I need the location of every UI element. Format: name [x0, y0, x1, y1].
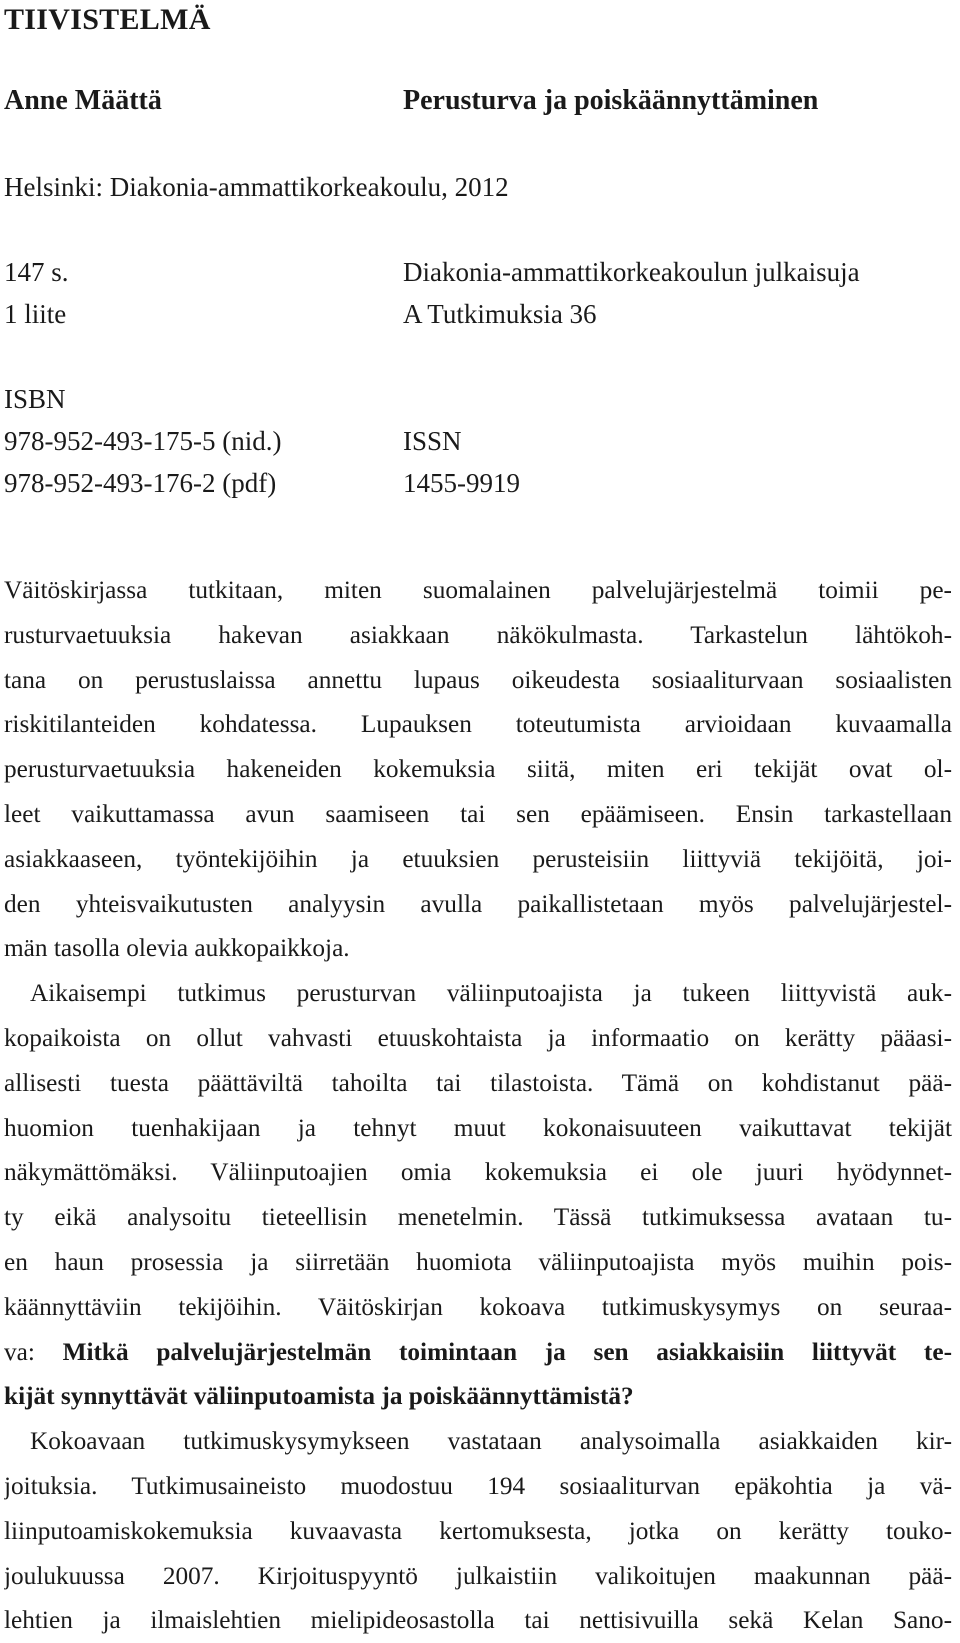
isbn-label-row [0, 378, 960, 420]
abstract-body [4, 568, 952, 1643]
page-heading: TIIVISTELMÄ [4, 3, 211, 36]
publisher-info: Helsinki: Diakonia-ammattikorkeakoulu, 2012 [4, 172, 509, 202]
abstract-line: lehtien ja ilmaislehtien mielipideosastolla tai nettisivuilla sekä Kelan Sano- [4, 1606, 952, 1635]
author-name: Anne Määttä [4, 85, 162, 116]
abstract-line: rusturvaetuuksia hakevan asiakkaan näkökulmasta. Tarkastelun lähtökoh- [4, 620, 952, 649]
research-question-line [4, 1374, 952, 1419]
research-question-bold: kijät synnyttävät väliinputoamista ja poiskäännyttämistä? [4, 1382, 634, 1411]
research-question-prefix: va: [4, 1337, 63, 1366]
abstract-line: män tasolla olevia aukkopaikkoja. [4, 934, 350, 963]
abstract-line: ty eikä analysoitu tieteellisin menetelmin. Tässä tutkimuksessa avataan tu- [4, 1203, 952, 1232]
isbn-print: 978-952-493-175-5 (nid.) [4, 426, 282, 456]
isbn-pdf-row [0, 462, 960, 504]
abstract-line: Väitöskirjassa tutkitaan, miten suomalainen palvelujärjestelmä toimii pe- [4, 576, 952, 604]
series-number: A Tutkimuksia 36 [403, 299, 597, 329]
pages-series-row [0, 251, 960, 293]
appendix-count: 1 liite [4, 299, 67, 329]
isbn-pdf: 978-952-493-176-2 (pdf) [4, 468, 277, 498]
series-name: Diakonia-ammattikorkeakoulun julkaisuja [403, 257, 860, 287]
publisher-row [0, 166, 960, 208]
author-title-row [0, 80, 960, 122]
isbn-print-row [0, 420, 960, 462]
abstract-line: Aikaisempi tutkimus perusturvan väliinputoajista ja tukeen liittyvistä auk- [30, 979, 952, 1008]
abstract-line: näkymättömäksi. Väliinputoajien omia kokemuksia ei ole juuri hyödynnet- [4, 1158, 952, 1187]
abstract-line: asiakkaaseen, työntekijöihin ja etuuksien perusteisiin liittyviä tekijöitä, joi- [4, 844, 952, 873]
abstract-line: den yhteisvaikutusten analyysin avulla paikallistetaan myös palvelujärjestel- [4, 889, 952, 918]
page-count: 147 s. [4, 257, 69, 287]
issn-number: 1455-9919 [403, 468, 520, 498]
abstract-line: Kokoavaan tutkimuskysymykseen vastataan analysoimalla asiakkaiden kir- [30, 1427, 952, 1456]
abstract-line: en haun prosessia ja siirretään huomiota väliinputoajista myös muihin pois- [4, 1247, 952, 1276]
abstract-line: leet vaikuttamassa avun saamiseen tai sen epäämiseen. Ensin tarkastellaan [4, 799, 952, 828]
abstract-line: riskitilanteiden kohdatessa. Lupauksen toteutumista arvioidaan kuvaamalla [4, 710, 952, 739]
abstract-line: joulukuussa 2007. Kirjoituspyyntö julkaistiin valikoitujen maakunnan pää- [4, 1561, 952, 1590]
abstract-line: huomion tuenhakijaan ja tehnyt muut kokonaisuuteen vaikuttavat tekijät [4, 1113, 952, 1142]
abstract-line: liinputoamiskokemuksia kuvaavasta kertomuksesta, jotka on kerätty touko- [4, 1516, 952, 1545]
abstract-line: joituksia. Tutkimusaineisto muodostuu 194 sosiaaliturvan epäkohtia ja vä- [4, 1471, 952, 1500]
abstract-line: käännyttäviin tekijöihin. Väitöskirjan kokoava tutkimuskysymys on seuraa- [4, 1292, 952, 1321]
appendix-series-number-row [0, 293, 960, 335]
abstract-line: kopaikoista on ollut vahvasti etuuskohtaista ja informaatio on kerätty pääasi- [4, 1023, 952, 1052]
issn-label: ISSN [403, 426, 462, 456]
abstract-line: perusturvaetuuksia hakeneiden kokemuksia siitä, miten eri tekijät ovat ol- [4, 755, 952, 784]
research-question-bold: Mitkä palvelujärjestelmän toimintaan ja sen asiakkaisiin liittyvät te- [62, 1337, 952, 1366]
abstract-line: tana on perustuslaissa annettu lupaus oikeudesta sosiaaliturvaan sosiaalisten [4, 665, 952, 694]
research-question-line [4, 1330, 952, 1375]
publication-title: Perusturva ja poiskäännyttäminen [403, 85, 819, 116]
isbn-label: ISBN [4, 384, 66, 414]
abstract-line: allisesti tuesta päättäviltä tahoilta tai tilastoista. Tämä on kohdistanut pää- [4, 1068, 952, 1097]
